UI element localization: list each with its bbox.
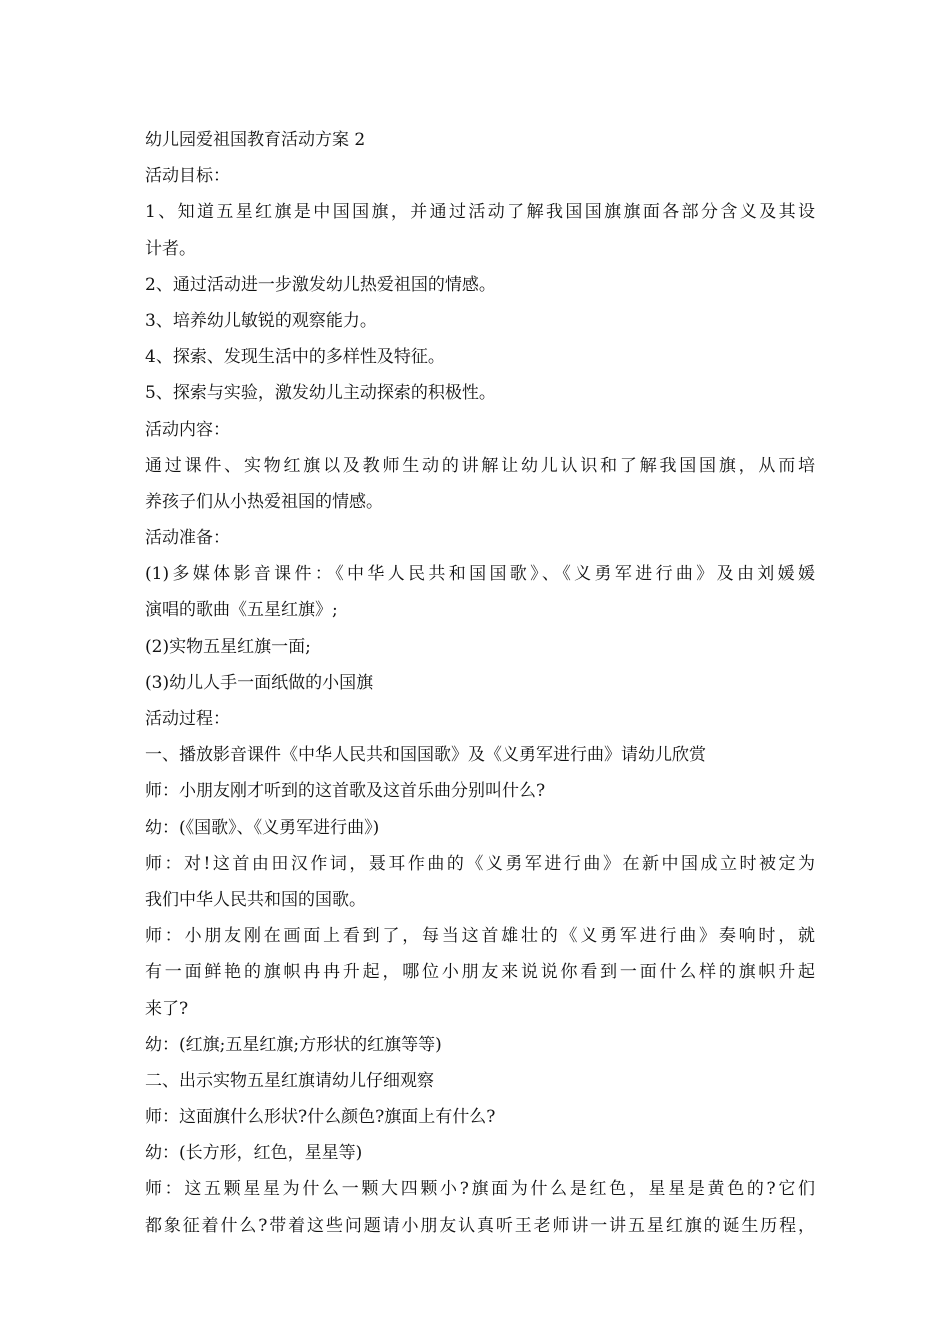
paragraph-line: (2)实物五星红旗一面; — [145, 636, 311, 657]
paragraph-line: 幼：(《国歌》、《义勇军进行曲》) — [145, 817, 380, 838]
document-title: 幼儿园爱祖国教育活动方案 2 — [145, 130, 366, 150]
paragraph-line: 我们中华人民共和国的国歌。 — [145, 889, 366, 910]
document-body — [145, 122, 815, 1244]
paragraph-line: 师：小朋友刚在画面上看到了，每当这首雄壮的《义勇军进行曲》奏响时，就 — [145, 926, 815, 947]
section-heading-goals: 活动目标： — [145, 166, 230, 187]
paragraph-line: 养孩子们从小热爱祖国的情感。 — [145, 491, 383, 512]
paragraph-line: 演唱的歌曲《五星红旗》; — [145, 600, 338, 621]
section-heading-content: 活动内容： — [145, 419, 230, 440]
paragraph-line: 来了? — [145, 998, 189, 1019]
paragraph-line: 一、播放影音课件《中华人民共和国国歌》及《义勇军进行曲》请幼儿欣赏 — [145, 745, 706, 766]
section-heading-process: 活动过程： — [145, 709, 230, 729]
section-heading-preparation: 活动准备： — [145, 528, 230, 549]
paragraph-line: 通过课件、实物红旗以及教师生动的讲解让幼儿认识和了解我国国旗，从而培 — [145, 455, 815, 476]
paragraph-line: 师：这面旗什么形状?什么颜色?旗面上有什么? — [145, 1107, 496, 1128]
paragraph-line: 师：对!这首由田汉作词，聂耳作曲的《义勇军进行曲》在新中国成立时被定为 — [145, 853, 815, 874]
paragraph-line: 师：小朋友刚才听到的这首歌及这首乐曲分别叫什么? — [145, 781, 546, 802]
paragraph-line: 幼：(长方形，红色，星星等) — [145, 1143, 363, 1164]
paragraph-line: (3)幼儿人手一面纸做的小国旗 — [145, 672, 374, 693]
paragraph-line: 有一面鲜艳的旗帜冉冉升起，哪位小朋友来说说你看到一面什么样的旗帜升起 — [145, 962, 815, 983]
paragraph-line: 都象征着什么?带着这些问题请小朋友认真听王老师讲一讲五星红旗的诞生历程， — [145, 1215, 815, 1236]
paragraph-line: 师：这五颗星星为什么一颗大四颗小?旗面为什么是红色，星星是黄色的?它们 — [145, 1179, 815, 1200]
paragraph-line: 计者。 — [145, 238, 196, 259]
paragraph-line: 1、知道五星红旗是中国国旗，并通过活动了解我国国旗旗面各部分含义及其设 — [145, 202, 815, 223]
paragraph-line: (1)多媒体影音课件：《中华人民共和国国歌》、《义勇军进行曲》及由刘媛媛 — [145, 564, 815, 585]
paragraph-line: 5、探索与实验，激发幼儿主动探索的积极性。 — [145, 383, 496, 404]
paragraph-line: 4、探索、发现生活中的多样性及特征。 — [145, 347, 445, 368]
paragraph-line: 3、培养幼儿敏锐的观察能力。 — [145, 310, 377, 331]
paragraph-line: 二、出示实物五星红旗请幼儿仔细观察 — [145, 1070, 434, 1091]
paragraph-line: 2、通过活动进一步激发幼儿热爱祖国的情感。 — [145, 274, 496, 295]
paragraph-line: 幼：(红旗;五星红旗;方形状的红旗等等) — [145, 1034, 442, 1055]
